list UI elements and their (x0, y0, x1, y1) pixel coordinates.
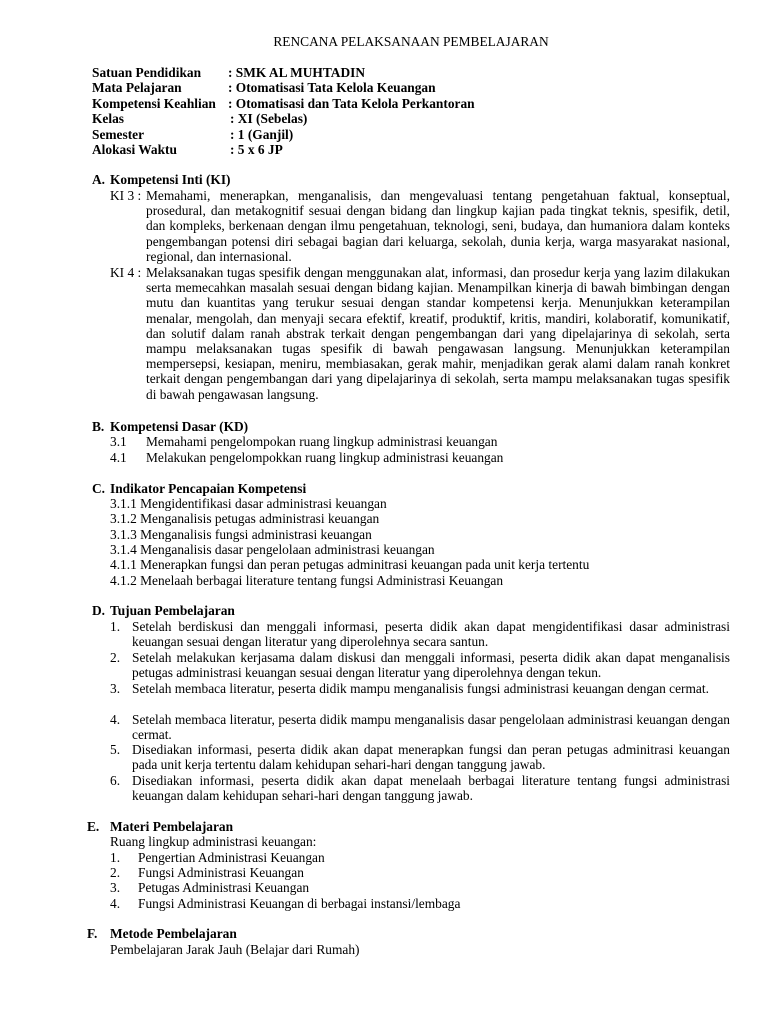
indicator-item: 3.1.3 Menganalisis fungsi administrasi keuangan (110, 527, 372, 542)
objective-number: 4. (110, 712, 121, 727)
materi-number: 2. (110, 865, 121, 880)
section-e-heading (87, 819, 233, 834)
indicator-item: 4.1.1 Menerapkan fungsi dan peran petugas adminitrasi keuangan pada unit kerja tertentu (110, 557, 590, 572)
objective-text: Setelah melakukan kerjasama dalam diskusi dan menggali informasi, peserta didik akan dapat menganalisis petugas administrasi keuangan sesuai dengan literatur yang diperolehnya dengan tekun. (132, 650, 730, 681)
objective-number: 6. (110, 773, 121, 788)
identity-value: : Otomatisasi Tata Kelola Keuangan (228, 80, 436, 96)
identity-row (92, 65, 475, 80)
objective-number: 1. (110, 619, 121, 634)
section-f-heading (87, 926, 237, 941)
identity-row (92, 142, 475, 157)
section-d-heading (92, 603, 235, 618)
objective-text: Disediakan informasi, peserta didik akan dapat menelaah berbagai literature tentang fungsi administrasi keuangan dalam kehidupan sehari-hari dengan tanggung jawab. (132, 773, 730, 804)
identity-row (92, 127, 475, 142)
objective-number: 5. (110, 742, 121, 757)
identity-label: Alokasi Waktu (92, 141, 177, 157)
materi-item: Fungsi Administrasi Keuangan (138, 865, 304, 880)
section-title: Kompetensi Inti (KI) (110, 172, 231, 187)
section-letter: E. (87, 819, 100, 834)
ki-text (146, 265, 730, 402)
materi-number: 1. (110, 850, 121, 865)
kd-number: 3.1 (110, 434, 127, 449)
objective-text: Setelah membaca literatur, peserta didik mampu menganalisis fungsi administrasi keuangan dengan cermat. (132, 681, 709, 696)
materi-item: Pengertian Administrasi Keuangan (138, 850, 325, 865)
kd-text: Melakukan pengelompokkan ruang lingkup administrasi keuangan (146, 450, 504, 465)
objective-number: 3. (110, 681, 121, 696)
materi-intro: Ruang lingkup administrasi keuangan: (110, 834, 317, 849)
ki-4-text: Melaksanakan tugas spesifik dengan menggunakan alat, informasi, dan prosedur kerja yang lazim dilakukan serta memecahkan masalah sesuai dengan bidang kajian. Menampilkan kinerja di bawah bimbingan dengan mutu dan kuantitas yang terukur sesuai dengan standar kompetensi kerja. Menunjukkan keterampilan menalar, mengolah, dan menyaji secara efektif, kreatif, produktif, kritis, mandiri, kolaboratif, komunikatif, dan solutif dalam ranah abstrak terkait dengan pengembangan dari yang dipelajarinya di sekolah, serta mampu melaksanakan tugas spesifik di bawah pengawasan langsung. Menunjukkan keterampilan mempersepsi, kesiapan, meniru, membiasakan, gerak mahir, menjadikan gerak alami dalam ranah konkret terkait dengan pengembangan dari yang dipelajarinya di sekolah, serta mampu melaksanakan tugas spesifik di bawah pengawasan langsung. (146, 265, 730, 402)
section-title: Indikator Pencapaian Kompetensi (110, 481, 307, 496)
identity-label: Satuan Pendidikan (92, 65, 202, 80)
identity-value: : 5 x 6 JP (230, 141, 283, 157)
indicator-item: 3.1.4 Menganalisis dasar pengelolaan administrasi keuangan (110, 542, 435, 557)
identity-label: Kelas (92, 111, 124, 127)
section-letter: A. (92, 172, 106, 187)
materi-number: 4. (110, 896, 121, 911)
identity-label: Mata Pelajaran (92, 80, 182, 96)
identity-value: : SMK AL MUHTADIN (228, 65, 366, 80)
identity-label: Semester (92, 126, 145, 142)
identity-row (92, 111, 475, 126)
ki-code: KI 3 : (110, 188, 142, 203)
identity-value: : Otomatisasi dan Tata Kelola Perkantoran (228, 95, 475, 111)
section-letter: F. (87, 926, 98, 941)
metode-text: Pembelajaran Jarak Jauh (Belajar dari Rumah) (110, 942, 360, 957)
indicator-item: 3.1.1 Mengidentifikasi dasar administrasi keuangan (110, 496, 387, 511)
objective-text: Disediakan informasi, peserta didik akan dapat menerapkan fungsi dan peran petugas adminitrasi keuangan pada unit kerja tertentu dalam kehidupan sehari-hari dengan tanggung jawab. (132, 742, 730, 773)
materi-item: Fungsi Administrasi Keuangan di berbagai instansi/lembaga (138, 896, 461, 911)
identity-value: : XI (Sebelas) (230, 111, 308, 127)
materi-number: 3. (110, 880, 121, 895)
section-title: Materi Pembelajaran (110, 819, 234, 834)
materi-item: Petugas Administrasi Keuangan (138, 880, 310, 895)
identity-row (92, 80, 475, 95)
ki-code: KI 4 : (110, 265, 142, 280)
section-title: Tujuan Pembelajaran (110, 603, 235, 618)
identity-row (92, 96, 475, 111)
document-title: RENCANA PELAKSANAAN PEMBELAJARAN (273, 34, 549, 49)
ki-4-item (110, 265, 730, 403)
section-letter: D. (92, 603, 106, 618)
ki-text (146, 188, 730, 264)
objective-number: 2. (110, 650, 121, 665)
section-a-heading (92, 172, 231, 187)
section-letter: B. (92, 419, 105, 434)
section-letter: C. (92, 481, 106, 496)
section-title: Kompetensi Dasar (KD) (110, 419, 249, 434)
ki-3-text: Memahami, menerapkan, menganalisis, dan mengevaluasi tentang pengetahuan faktual, konseptual, prosedural, dan metakognitif sesuai dengan bidang dan lingkup kajian pada tingkat teknis, spesifik, detil, dan kompleks, berkenaan dengan ilmu pengetahuan, teknologi, seni, budaya, dan humaniora dalam konteks pengembangan potensi diri sebagai bagian dari keluarga, sekolah, dunia kerja, warga masyarakat nasional, regional, dan internasional. (146, 188, 730, 264)
indicator-item: 3.1.2 Menganalisis petugas administrasi keuangan (110, 511, 380, 526)
section-c-heading (92, 481, 306, 496)
objective-text: Setelah berdiskusi dan menggali informasi, peserta didik akan dapat mengidentifikasi dasar administrasi keuangan sesuai dengan literatur yang diperolehnya secara santun. (132, 619, 730, 650)
identity-value: : 1 (Ganjil) (230, 126, 294, 142)
section-title: Metode Pembelajaran (110, 926, 237, 941)
kd-text: Memahami pengelompokan ruang lingkup administrasi keuangan (146, 434, 498, 449)
kd-number: 4.1 (110, 450, 127, 465)
identity-label: Kompetensi Keahlian (92, 95, 216, 111)
identity-block (92, 65, 475, 157)
ki-3-item (110, 188, 730, 264)
objective-text: Setelah membaca literatur, peserta didik mampu menganalisis dasar pengelolaan administrasi keuangan dengan cermat. (132, 712, 730, 743)
indicator-item: 4.1.2 Menelaah berbagai literature tentang fungsi Administrasi Keuangan (110, 573, 504, 588)
section-b-heading (92, 419, 248, 434)
